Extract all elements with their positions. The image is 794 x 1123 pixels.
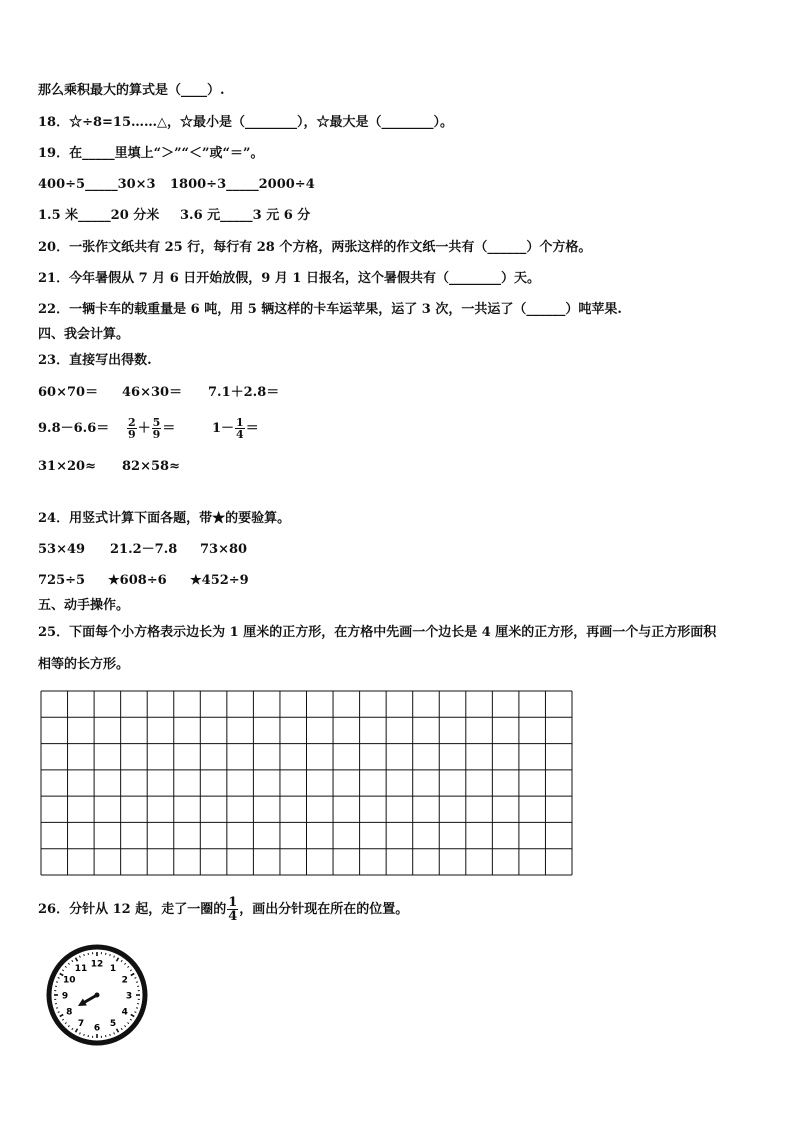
- clock-tick: [110, 1034, 111, 1036]
- clock-tick: [136, 1008, 138, 1009]
- q24-r2-item: ★452÷9: [190, 573, 249, 588]
- fraction: $\frac{2}{9}$: [128, 416, 136, 441]
- q19-row2-a: 1.5 米_____20 分米: [38, 208, 160, 223]
- clock-number: 5: [109, 1019, 117, 1030]
- question-20: 20．一张作文纸共有 25 行，每行有 28 个方格，两张这样的作文纸一共有（______）个方格。: [38, 240, 592, 255]
- question-18: 18．☆÷8=15……△，☆最小是（________），☆最大是（________）。: [38, 115, 454, 130]
- clock-tick: [136, 982, 138, 983]
- clock-number: 7: [77, 1019, 85, 1030]
- question-24: 24．用竖式计算下面各题，带★的要验算。: [38, 511, 291, 526]
- question-26: 26．分针从 12 起，走了一圈的 $\frac{1}{4}$ ，画出分针现在所在的位置。: [38, 895, 409, 924]
- fraction: $\frac{1}{4}$: [228, 895, 238, 924]
- fraction: $\frac{5}{9}$: [152, 416, 161, 441]
- clock-number: 9: [61, 991, 69, 1002]
- q19-row1-a: 400÷5_____30×3: [38, 177, 156, 192]
- q24-r1-item: 53×49: [38, 542, 86, 557]
- clock-number: 10: [63, 975, 76, 986]
- question-25-line2: 相等的长方形。: [38, 657, 130, 672]
- clock-number: 3: [125, 991, 133, 1002]
- q19-row1-b: 1800÷3_____2000÷4: [170, 177, 315, 192]
- question-22: 22．一辆卡车的载重量是 6 吨，用 5 辆这样的卡车运苹果，运了 3 次，一共运了（______）吨苹果.: [38, 302, 622, 317]
- q24-r1-item: 21.2－7.8: [110, 542, 178, 557]
- q23-r1-item: 7.1＋2.8＝: [208, 385, 280, 400]
- clock-tick: [110, 954, 111, 956]
- q23-r2-c: 1－ $\frac{1}{4}$ ＝: [212, 416, 259, 441]
- clock-number: 8: [66, 1007, 73, 1018]
- q23-r3-item: 31×20≈: [38, 459, 96, 474]
- q24-r2-item: ★608÷6: [108, 573, 167, 588]
- q19-row2-b: 3.6 元_____3 元 6 分: [180, 208, 311, 223]
- clock-tick: [56, 982, 58, 983]
- clock-tick: [56, 1008, 58, 1009]
- question-21: 21．今年暑假从 7 月 6 日开始放假，9 月 1 日报名，这个暑假共有（________）天。: [38, 271, 540, 286]
- clock-hub: [95, 993, 100, 998]
- clock-number: 1: [109, 963, 117, 974]
- q23-r1-item: 46×30＝: [122, 385, 183, 400]
- section-4-heading: 四、我会计算。: [38, 327, 130, 342]
- clock-face[interactable]: [44, 942, 150, 1048]
- clock-number: 11: [74, 963, 88, 974]
- clock-tick: [84, 954, 85, 956]
- clock-number: 4: [121, 1007, 128, 1018]
- q23-r3-item: 82×58≈: [122, 459, 180, 474]
- clock-tick: [84, 1034, 85, 1036]
- clock-number: 12: [90, 959, 104, 970]
- clock-number: 6: [93, 1023, 101, 1034]
- q23-r1-item: 60×70＝: [38, 385, 99, 400]
- q24-r1-item: 73×80: [200, 542, 248, 557]
- square-grid[interactable]: [40, 690, 573, 876]
- clock-number: 2: [121, 975, 128, 986]
- q17-tail: 那么乘积最大的算式是（____）.: [38, 83, 225, 98]
- fraction: $\frac{1}{4}$: [236, 416, 244, 441]
- question-23: 23．直接写出得数.: [38, 353, 152, 368]
- question-25-line1: 25．下面每个小方格表示边长为 1 厘米的正方形，在方格中先画一个边长是 4 厘米的正方形，再画一个与正方形面积: [38, 625, 717, 640]
- question-19: 19．在_____里填上“＞”“＜”或“＝”。: [38, 146, 264, 161]
- q23-r2-a: 9.8－6.6＝: [38, 421, 110, 436]
- q23-r2-b: $\frac{2}{9}$ ＋ $\frac{5}{9}$ ＝: [128, 416, 176, 441]
- section-5-heading: 五、动手操作。: [38, 598, 130, 613]
- q24-r2-item: 725÷5: [38, 573, 86, 588]
